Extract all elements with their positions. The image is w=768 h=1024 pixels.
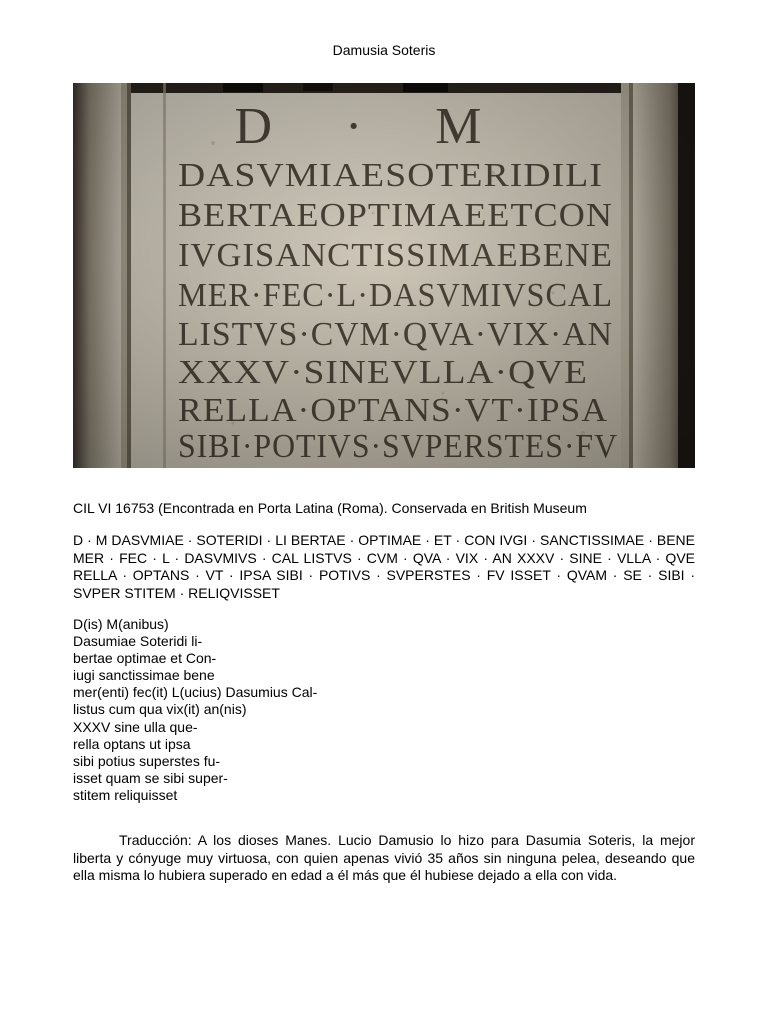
transcription-line: mer(enti) fec(it) L(ucius) Dasumius Cal- bbox=[73, 684, 318, 701]
photo-vignette bbox=[73, 83, 695, 468]
page-title: Damusia Soteris bbox=[332, 42, 436, 58]
transcription-line: isset quam se sibi super- bbox=[73, 769, 228, 786]
inscription-caption: CIL VI 16753 (Encontrada en Porta Latina (Roma). Conservada en British Museum bbox=[73, 500, 587, 516]
transcription-line: listus cum qua vix(it) an(nis) bbox=[73, 701, 247, 718]
transcription-line: rella optans ut ipsa bbox=[73, 735, 191, 752]
transcription-block bbox=[73, 616, 473, 804]
transcription-line: sibi potius superstes fu- bbox=[73, 752, 221, 769]
transcription-line: Dasumiae Soteridi li- bbox=[73, 633, 203, 650]
latin-inscription-text: D · M DASVMIAE · SOTERIDI · LI BERTAE · OPTIMAE · ET · CON IVGI · SANCTISSIMAE · BENE MER · FEC · L · DASVMIVS · CAL LISTVS · CVM · QVA · VIX · AN XXXV · SINE · VLLA · QVE RELLA · OPTANS · VT · IPSA SIBI · POTIVS · SVPERSTES · FV ISSET · QVAM · SE · SIBI · SVPER STITEM · RELIQVISSET bbox=[73, 532, 695, 601]
transcription-line: D(is) M(anibus) bbox=[73, 616, 169, 632]
transcription-line: bertae optimae et Con- bbox=[73, 650, 217, 667]
inscription-photo bbox=[73, 83, 695, 468]
inscription-photo-svg bbox=[73, 83, 695, 468]
transcription-line: XXXV sine ulla que- bbox=[73, 718, 198, 735]
transcription-line: stitem reliquisset bbox=[73, 786, 178, 803]
transcription-line: iugi sanctissimae bene bbox=[73, 667, 215, 684]
translation-paragraph: Traducción: A los dioses Manes. Lucio Damusio lo hizo para Dasumia Soteris, la mejor liberta y cónyuge muy virtuosa, con quien apenas vivió 35 años sin ninguna pelea, deseando que ella misma lo hubiera superado en edad a él más que él hubiese dejado a ella con vida. bbox=[73, 832, 695, 883]
